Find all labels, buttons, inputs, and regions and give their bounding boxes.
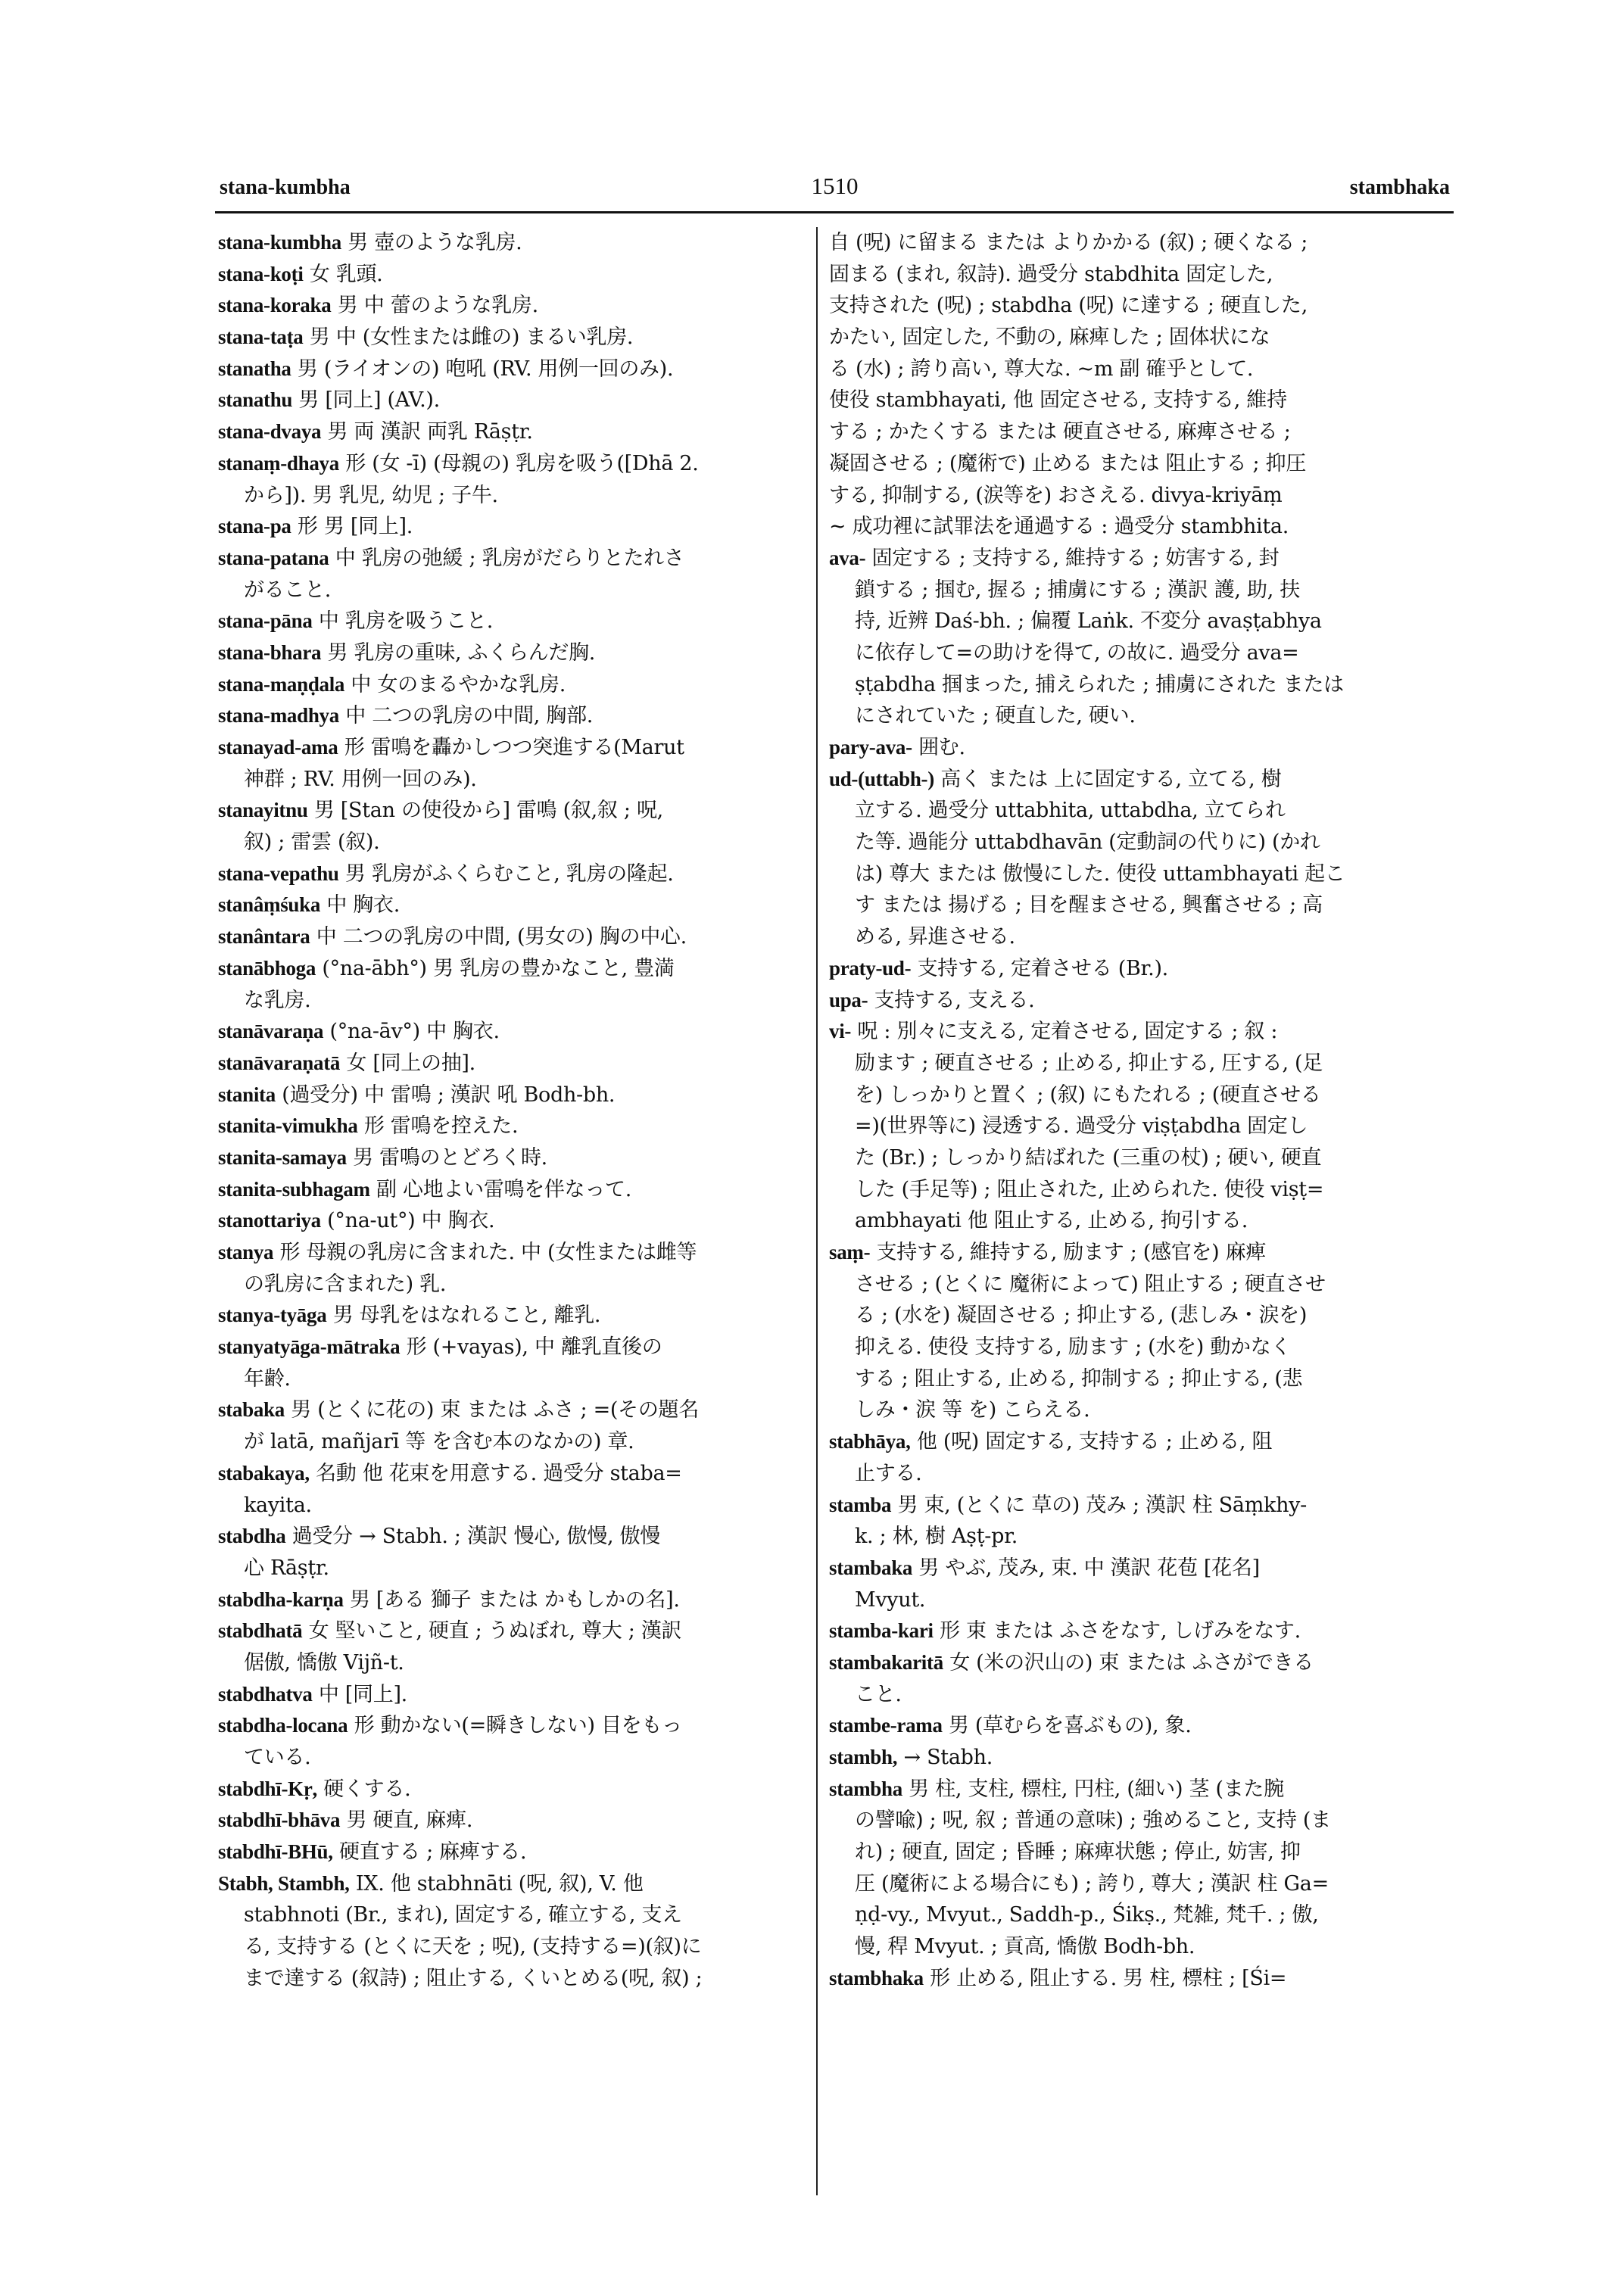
headword: stabdha-locana [218,1714,348,1737]
headword: stana-pāna [218,609,313,633]
entry-text: かたい, 固定した, 不動の, 麻痺した ; 固体状にな [829,326,1270,350]
entry-text: 自 (呪) に留まる または よりかかる (叙) ; 硬くなる ; [829,231,1308,254]
entry-text: ṇḍ-vy., Mvyut., Saddh-p., Śikṣ., 梵雑, 梵千. ; 傲, [855,1903,1319,1927]
dictionary-entry-line [218,1805,831,1837]
entry-continuation-line [829,1363,1450,1395]
entry-text: 凝固させる ; (魔術で) 止める または 阻止する ; 抑圧 [829,451,1307,475]
dictionary-entry-line [829,1490,1450,1522]
entry-continuation-line [829,827,1450,858]
headword: stanathu [218,388,293,412]
dictionary-entry-line [218,1584,831,1616]
dictionary-entry-line [218,795,831,827]
dictionary-entry-line [829,1774,1450,1805]
dictionary-entry-line [829,1742,1450,1774]
headword: stana-koraka [218,294,332,317]
dictionary-entry-line [218,1521,831,1553]
dictionary-entry-line [218,448,831,480]
dictionary-entry-line [218,953,831,985]
entry-text: (°na-ābh°) 男 乳房の豊かなこと, 豊満 [316,956,675,980]
header-rule [215,211,1454,213]
entry-continuation-line [218,480,831,512]
headword: upa- [829,988,868,1011]
entry-continuation-line [829,889,1450,921]
headword: stabdha-karṇa [218,1587,344,1611]
left-column [218,227,831,1995]
entry-text: 女 乳頭. [303,262,383,286]
headword: stabdhī-bhāva [218,1809,341,1832]
headword: Stabh, Stambh, [218,1871,350,1895]
entry-text: 男 やぶ, 茂み, 束. 中 漢訳 花苞 [花名] [912,1556,1260,1580]
headword: stana-koṭi [218,262,304,285]
dictionary-entry-line [218,290,831,322]
entry-text: 男 [ある 獅子 または かもしかの名]. [343,1587,680,1612]
entry-text: k. ; 林, 樹 Aṣṭ-pr. [855,1525,1018,1549]
entry-continuation-line [829,921,1450,953]
entry-text: の乳房に含まれた) 乳. [244,1272,447,1296]
dictionary-entry-line [218,1080,831,1111]
entry-text: 男 両 漢訳 両乳 Rāṣṭr. [321,420,533,444]
headword: stanayitnu [218,799,308,822]
entry-continuation-line [829,290,1450,322]
headword: stanayad-ama [218,736,338,759]
entry-continuation-line [829,1080,1450,1111]
dictionary-entry-line [829,1615,1450,1647]
entry-text: は) 尊大 または 傲慢にした. 使役 uttambhayati 起こ [855,861,1345,886]
headword: stanya [218,1241,274,1263]
dictionary-entry-line [829,1647,1450,1679]
entry-text: 形 雷鳴を轟かしつつ突進する(Marut [338,736,684,759]
entry-continuation-line [829,637,1450,669]
headword: stabdhī-BHū, [218,1840,333,1864]
entry-text: 止する. [855,1461,922,1485]
entry-text: 男 柱, 支柱, 標柱, 円柱, (細い) 茎 (また腕 [902,1777,1284,1801]
headword: vi- [829,1020,852,1043]
entry-text: 女 [同上の抽]. [340,1051,475,1075]
entry-continuation-line [829,1837,1450,1868]
dictionary-entry-line [829,1710,1450,1742]
entry-continuation-line [829,606,1450,637]
entry-text: 硬くする. [316,1777,411,1801]
headword: stamba [829,1493,892,1516]
entry-text: がること. [244,578,332,602]
entry-text: stabhnoti (Br., まれ), 固定する, 確立する, 支え [244,1903,682,1927]
entry-continuation-line [829,1805,1450,1837]
entry-text: 形 男 [同上]. [291,515,413,539]
headword: stabhāya, [829,1430,911,1453]
headword: stana-maṇḍala [218,672,345,696]
dictionary-entry-line [218,511,831,543]
entry-text: 年齢. [244,1366,291,1391]
headword: stambha [829,1777,902,1800]
dictionary-entry-line [829,1426,1450,1458]
entry-continuation-line [218,1899,831,1931]
entry-text: 男 硬直, 麻痺. [340,1809,473,1833]
entry-text: 支持する, 維持する, 励ます ; (感官を) 麻痺 [870,1241,1267,1264]
headword: stanottariya [218,1209,321,1232]
entry-text: る (水) ; 誇り高い, 尊大な. ~m 副 確乎として. [829,357,1254,381]
dictionary-entry-line [218,543,831,575]
entry-continuation-line [829,1048,1450,1080]
entry-text: 倨傲, 憍傲 Vijñ-t. [244,1650,404,1675]
entry-continuation-line [829,1521,1450,1553]
entry-continuation-line [829,385,1450,416]
entry-continuation-line [829,1394,1450,1426]
entry-text: (°na-āv°) 中 胸衣. [323,1020,500,1044]
dictionary-entry-line [829,732,1450,764]
entry-text: 立する. 過受分 uttabhita, uttabdha, 立てられ [855,799,1286,823]
entry-text: 形 (女 -ī) (母親の) 乳房を吸う([Dhā 2. [338,451,699,475]
dictionary-entry-line [218,1679,831,1711]
dictionary-entry-line [218,889,831,921]
dictionary-entry-line [218,858,831,890]
entry-text: IX. 他 stabhnāti (呪, 叙), V. 他 [349,1871,644,1896]
headword: stanâṃśuka [218,893,321,917]
entry-text: 男 (とくに花の) 束 または ふさ ; =(その題名 [284,1398,699,1422]
dictionary-entry-line [218,1237,831,1269]
headword: stana-taṭa [218,326,304,349]
entry-text: 持, 近辨 Daś-bh. ; 偏覆 Laṅk. 不変分 avaṣṭabhya [855,609,1322,634]
entry-continuation-line [829,1269,1450,1301]
entry-text: 男 乳房の重味, ふくらんだ胸. [321,640,596,665]
entry-text: た (Br.) ; しっかり結ばれた (三重の杖) ; 硬い, 硬直 [855,1145,1322,1170]
entry-continuation-line [829,575,1450,606]
entry-text: 支持する, 支える. [868,988,1035,1012]
entry-continuation-line [829,448,1450,480]
entry-text: 男 束, (とくに 草の) 茂み ; 漢訳 柱 Sāṃkhy- [891,1493,1307,1517]
headword: stanyatyāga-mātraka [218,1335,401,1359]
dictionary-entry-line [829,1963,1450,1995]
entry-text: を) しっかりと置く ; (叙) にもたれる ; (硬直させる [855,1083,1321,1107]
headword: stambakaritā [829,1650,943,1674]
entry-text: しみ・涙 等 を) こらえる. [855,1398,1090,1422]
dictionary-entry-line [218,1837,831,1868]
entry-continuation-line [218,1363,831,1395]
entry-continuation-line [218,985,831,1017]
headword: stanita-samaya [218,1145,347,1169]
entry-text: 男 壺のような乳房. [341,231,522,254]
entry-continuation-line [829,480,1450,512]
entry-continuation-line [829,1111,1450,1142]
entry-continuation-line [829,795,1450,827]
entry-text: 中 乳房を吸うこと. [312,609,493,634]
entry-text: 支持された (呪) ; stabdha (呪) に達する ; 硬直した, [829,294,1308,318]
dictionary-entry-line [829,1016,1450,1048]
entry-continuation-line [218,1647,831,1679]
entry-text: 硬直する ; 麻痺する. [332,1840,527,1865]
entry-text: 副 心地よい雷鳴を伴なって. [369,1177,631,1201]
entry-text: 他 (呪) 固定する, 支持する ; 止める, 阻 [910,1430,1273,1454]
entry-continuation-line [829,1458,1450,1490]
entry-text: まで達する (叙詩) ; 阻止する, くいとめる(呪, 叙) ; [244,1966,703,1990]
entry-text: 神群 ; RV. 用例一回のみ). [244,767,477,791]
entry-text: 囲む. [912,736,965,759]
entry-continuation-line [829,1679,1450,1711]
headword: stanita-vimukha [218,1114,358,1138]
headword: stana-patana [218,546,329,569]
dictionary-entry-line [218,1868,831,1900]
headword: stana-bhara [218,640,322,664]
entry-text: 鎖する ; 掴む, 握る ; 捕虜にする ; 漢訳 護, 助, 扶 [855,578,1300,602]
headword: stamba-kari [829,1619,934,1643]
headword: stanatha [218,357,291,380]
entry-text: ~ 成功裡に試罪法を通過する : 過受分 stambhita. [829,515,1289,539]
dictionary-entry-line [218,385,831,416]
entry-text: 男 (草むらを喜ぶもの), 象. [942,1714,1192,1738]
headword: pary-ava- [829,736,912,759]
entry-text: 女 堅いこと, 硬直 ; うぬぼれ, 尊大 ; 漢訳 [302,1619,682,1643]
entry-continuation-line [829,416,1450,448]
entry-continuation-line [829,227,1450,259]
entry-continuation-line [218,1426,831,1458]
entry-continuation-line [218,1742,831,1774]
entry-text: ṣṭabdha 掴まった, 捕えられた ; 捕虜にされた または [855,672,1344,696]
entry-text: 形 動かない(=瞬きしない) 目をもっ [348,1714,682,1738]
dictionary-entry-line [218,1016,831,1048]
headword: stanita-subhagam [218,1177,370,1201]
entry-text: 男 乳房がふくらむこと, 乳房の隆起. [338,861,674,886]
dictionary-entry-line [218,1458,831,1490]
entry-continuation-line [829,259,1450,291]
dictionary-entry-line [218,1111,831,1142]
entry-text: 中 二つの乳房の中間, 胸部. [338,704,594,728]
entry-continuation-line [218,1931,831,1963]
entry-text: る, 支持する (とくに天を ; 呪), (支持する=)(叙)に [244,1935,702,1959]
headword: stabakaya, [218,1461,310,1485]
entry-text: 固定する ; 支持する, 維持する ; 妨害する, 封 [865,546,1280,570]
dictionary-entry-line [218,700,831,732]
right-guide-word: stambhaka [1349,176,1450,199]
entry-text: 女 (米の沢山の) 束 または ふさができる [943,1650,1314,1675]
dictionary-entry-line [218,1394,831,1426]
entry-text: 男 中 (女性または雌の) まるい乳房. [303,326,634,350]
entry-text: kayita. [244,1493,312,1517]
entry-continuation-line [218,764,831,796]
entry-text: 形 母親の乳房に含まれた. 中 (女性または雌等 [273,1241,697,1264]
entry-text: 心 Rāṣṭr. [244,1556,329,1580]
entry-continuation-line [829,1584,1450,1616]
headword: stana-vepathu [218,861,339,885]
entry-text: 男 母乳をはなれること, 離乳. [326,1304,601,1328]
entry-text: にされていた ; 硬直した, 硬い. [855,704,1136,728]
headword: stana-madhya [218,704,339,727]
entry-text: 男 (ライオンの) 咆吼 (RV. 用例一回のみ). [291,357,674,381]
headword: stambh, [829,1746,898,1768]
entry-continuation-line [829,1868,1450,1900]
entry-text: 形 止める, 阻止する. 男 柱, 標柱 ; [Śi= [923,1966,1287,1990]
entry-text: 励ます ; 硬直させる ; 止める, 抑止する, 圧する, (足 [855,1051,1323,1075]
entry-text: させる ; (とくに 魔術によって) 阻止する ; 硬直させ [855,1272,1326,1296]
headword: stana-kumbha [218,231,341,254]
entry-text: 形 雷鳴を控えた. [357,1114,519,1139]
headword: stambaka [829,1556,913,1579]
entry-continuation-line [829,1931,1450,1963]
entry-continuation-line [218,827,831,858]
entry-text: 中 女のまるやかな乳房. [344,672,566,696]
dictionary-entry-line [218,354,831,385]
entry-continuation-line [829,1300,1450,1332]
entry-text: (°na-ut°) 中 胸衣. [320,1209,495,1233]
dictionary-entry-line [829,543,1450,575]
entry-text: 高く または 上に固定する, 立てる, 樹 [934,767,1282,791]
entry-text: 中 二つの乳房の中間, (男女の) 胸の中心. [310,925,687,949]
entry-continuation-line [218,1269,831,1301]
left-guide-word: stana-kumbha [220,176,351,199]
entry-continuation-line [829,1174,1450,1206]
entry-text: =)(世界等に) 浸透する. 過受分 viṣṭabdha 固定し [855,1114,1308,1139]
headword: stanya-tyāga [218,1304,327,1327]
headword: stana-dvaya [218,420,322,444]
dictionary-entry-line [218,1710,831,1742]
page-number: 1510 [811,173,859,199]
entry-text: 抑える. 使役 支持する, 励ます ; (水を) 動かなく [855,1335,1292,1360]
headword: stabdhatva [218,1682,313,1706]
headword: stanântara [218,925,310,949]
headword: stambhaka [829,1966,924,1989]
dictionary-entry-line [218,921,831,953]
dictionary-entry-line [218,1205,831,1237]
entry-text: する, 抑制する, (涙等を) おさえる. divya-kriyāṃ [829,483,1283,507]
dictionary-entry-line [218,1174,831,1206]
headword: saṃ- [829,1241,871,1263]
entry-text: す または 揚げる ; 目を醒まさせる, 興奮させる ; 高 [855,893,1323,918]
dictionary-entry-line [829,764,1450,796]
entry-text: 中 乳房の弛緩 ; 乳房がだらりとたれさ [329,546,684,570]
page-header [220,173,1450,206]
entry-continuation-line [829,1142,1450,1174]
entry-continuation-line [829,511,1450,543]
dictionary-entry-line [218,1332,831,1363]
dictionary-entry-line [829,1553,1450,1584]
entry-text: 男 雷鳴のとどろく時. [346,1145,547,1170]
dictionary-entry-line [829,1237,1450,1269]
dictionary-entry-line [218,416,831,448]
entry-continuation-line [218,1963,831,1995]
entry-text: する ; 阻止する, 止める, 抑制する ; 抑止する, (悲 [855,1366,1303,1391]
headword: stabdhī-Kṛ, [218,1777,317,1800]
entry-text: な乳房. [244,988,311,1012]
headword: stanita [218,1083,276,1106]
entry-continuation-line [829,858,1450,890]
headword: stanāvaraṇatā [218,1051,341,1074]
entry-text: → Stabh. [897,1746,993,1769]
entry-text: 男 [Stan の使役から] 雷鳴 (叙,叙 ; 呪, [307,799,663,823]
dictionary-entry-line [218,606,831,637]
entry-continuation-line [829,322,1450,354]
dictionary-entry-line [218,259,831,291]
headword: stana-pa [218,515,291,538]
dictionary-entry-line [218,637,831,669]
headword: stabaka [218,1398,285,1422]
entry-continuation-line [218,1553,831,1584]
dictionary-entry-line [829,953,1450,985]
dictionary-entry-line [218,669,831,701]
entry-text: 中 胸衣. [320,893,400,918]
entry-continuation-line [218,1490,831,1522]
entry-continuation-line [829,1205,1450,1237]
entry-text: の譬喩) ; 呪, 叙 ; 普通の意味) ; 強めること, 支持 (ま [855,1809,1331,1833]
entry-text: が latā, mañjarī 等 を含む本のなかの) 章. [244,1430,634,1454]
dictionary-entry-line [218,322,831,354]
entry-text: 名動 他 花束を用意する. 過受分 staba= [309,1461,682,1485]
right-column [829,227,1450,1995]
entry-text: 男 [同上] (AV.). [292,388,440,413]
entry-text: 過受分 → Stabh. ; 漢訳 慢心, 傲慢, 傲慢 [285,1525,660,1549]
entry-text: 形 束 または ふさをなす, しげみをなす. [933,1619,1301,1643]
entry-continuation-line [829,669,1450,701]
entry-text: 圧 (魔術による場合にも) ; 誇り, 尊大 ; 漢訳 柱 Ga= [855,1871,1329,1896]
dictionary-entry-line [218,1774,831,1805]
dictionary-entry-line [218,1048,831,1080]
entry-text: した (手足等) ; 阻止された, 止められた. 使役 viṣṭ= [855,1177,1324,1201]
entry-text: Mvyut. [855,1587,926,1612]
dictionary-entry-line [218,227,831,259]
headword: stanābhoga [218,956,316,980]
entry-text: める, 昇進させる. [855,925,1015,949]
entry-text: する ; かたくする または 硬直させる, 麻痺させる ; [829,420,1291,444]
entry-continuation-line [829,700,1450,732]
entry-text: ている. [244,1746,311,1769]
entry-continuation-line [829,1899,1450,1931]
entry-text: に依存して=の助けを得て, の故に. 過受分 ava= [855,640,1299,665]
headword: stabdha [218,1525,286,1548]
entry-continuation-line [829,354,1450,385]
entry-text: から]). 男 乳児, 幼児 ; 子牛. [244,483,498,507]
entry-text: (過受分) 中 雷鳴 ; 漢訳 吼 Bodh-bh. [275,1083,616,1107]
headword: praty-ud- [829,956,912,980]
dictionary-entry-line [218,1142,831,1174]
headword: ud-(uttabh-) [829,767,934,790]
headword: stambe-rama [829,1714,943,1737]
dictionary-entry-line [218,1615,831,1647]
entry-text: 呪 : 別々に支える, 定着させる, 固定する ; 叙 : [851,1020,1278,1044]
entry-text: こと. [855,1682,902,1706]
dictionary-entry-line [218,732,831,764]
headword: stanaṃ-dhaya [218,451,339,475]
entry-text: れ) ; 硬直, 固定 ; 昏睡 ; 麻痺状態 ; 停止, 妨害, 抑 [855,1840,1301,1865]
entry-continuation-line [829,1332,1450,1363]
entry-text: 使役 stambhayati, 他 固定させる, 支持する, 維持 [829,388,1287,413]
entry-continuation-line [218,575,831,606]
entry-text: 男 中 蕾のような乳房. [331,294,538,318]
entry-text: 支持する, 定着させる (Br.). [911,956,1168,980]
entry-text: 中 [同上]. [312,1682,407,1706]
headword: stabdhatā [218,1619,303,1643]
dictionary-entry-line [829,985,1450,1017]
entry-text: 形 (+vayas), 中 離乳直後の [400,1335,662,1360]
entry-text: 固まる (まれ, 叙詩). 過受分 stabdhita 固定した, [829,262,1273,286]
entry-text: た等. 過能分 uttabdhavān (定動詞の代りに) (かれ [855,830,1320,855]
entry-text: 慢, 稈 Mvyut. ; 貢高, 憍傲 Bodh-bh. [855,1935,1195,1959]
entry-text: ambhayati 他 阻止する, 止める, 拘引する. [855,1209,1248,1233]
entry-text: 叙) ; 雷雲 (叙). [244,830,380,855]
entry-text: る ; (水を) 凝固させる ; 抑止する, (悲しみ・涙を) [855,1304,1308,1328]
dictionary-entry-line [218,1300,831,1332]
headword: stanāvaraṇa [218,1020,324,1043]
headword: ava- [829,546,866,569]
